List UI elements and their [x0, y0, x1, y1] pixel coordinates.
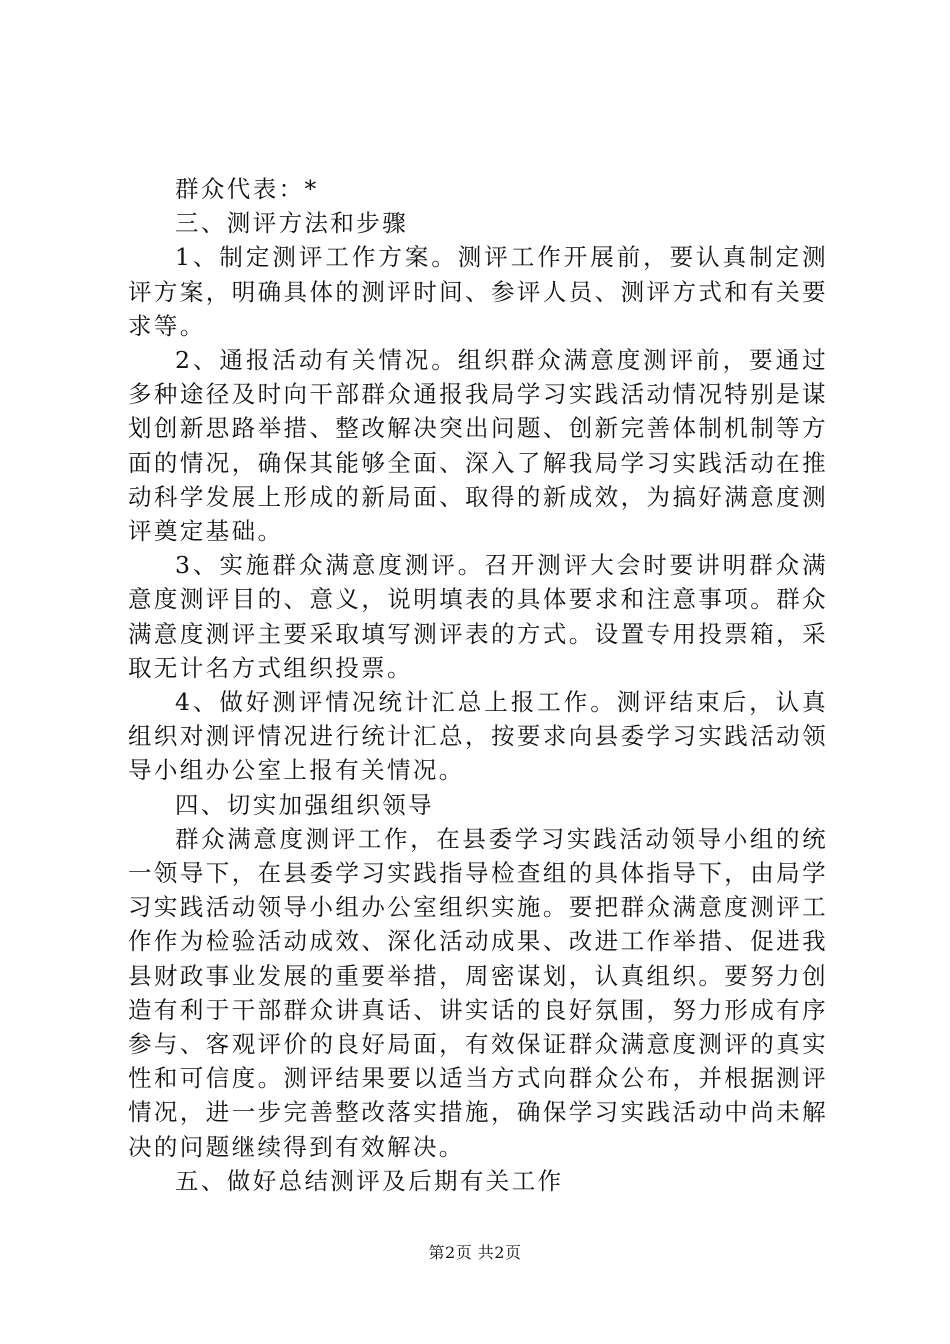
heading-section-five: 五、做好总结测评及后期有关工作 [175, 1166, 564, 1195]
paragraph-item-4: 4、做好测评情况统计汇总上报工作。测评结束后，认真组织对测评情况进行统计汇总，按要求向县委学习实践活动领导小组办公室上报有关情况。 [128, 688, 828, 785]
heading-section-three: 三、测评方法和步骤 [175, 209, 409, 238]
document-body [128, 172, 828, 1198]
page-number-footer: 第2页 共2页 [428, 1243, 522, 1262]
heading-section-four: 四、切实加强组织领导 [175, 790, 434, 819]
paragraph-representatives: 群众代表：* [175, 175, 319, 203]
paragraph-item-3: 3、实施群众满意度测评。召开测评大会时要讲明群众满意度测评目的、意义，说明填表的具体要求和注意事项。群众满意度测评主要采取填写测评表的方式。设置专用投票箱，采取无计名方式组织投票。 [128, 551, 828, 682]
paragraph-leadership: 群众满意度测评工作，在县委学习实践活动领导小组的统一领导下，在县委学习实践指导检查组的具体指导下，由局学习实践活动领导小组办公室组织实施。要把群众满意度测评工作作为检验活动成效、深化活动成果、改进工作举措、促进我县财政事业发展的重要举措，周密谋划，认真组织。要努力创造有利于干部群众讲真话、讲实话的良好氛围，努力形成有序参与、客观评价的良好局面，有效保证群众满意度测评的真实性和可信度。测评结果要以适当方式向群众公布，并根据测评情况，进一步完善整改落实措施，确保学习实践活动中尚未解决的问题继续得到有效解决。 [128, 824, 828, 1161]
paragraph-item-1: 1、制定测评工作方案。测评工作开展前，要认真制定测评方案，明确具体的测评时间、参评人员、测评方式和有关要求等。 [128, 243, 828, 340]
paragraph-item-2: 2、通报活动有关情况。组织群众满意度测评前，要通过多种途径及时向干部群众通报我局学习实践活动情况特别是谋划创新思路举措、整改解决突出问题、创新完善体制机制等方面的情况，确保其能够全面、深入了解我局学习实践活动在推动科学发展上形成的新局面、取得的新成效，为搞好满意度测评奠定基础。 [128, 346, 828, 546]
